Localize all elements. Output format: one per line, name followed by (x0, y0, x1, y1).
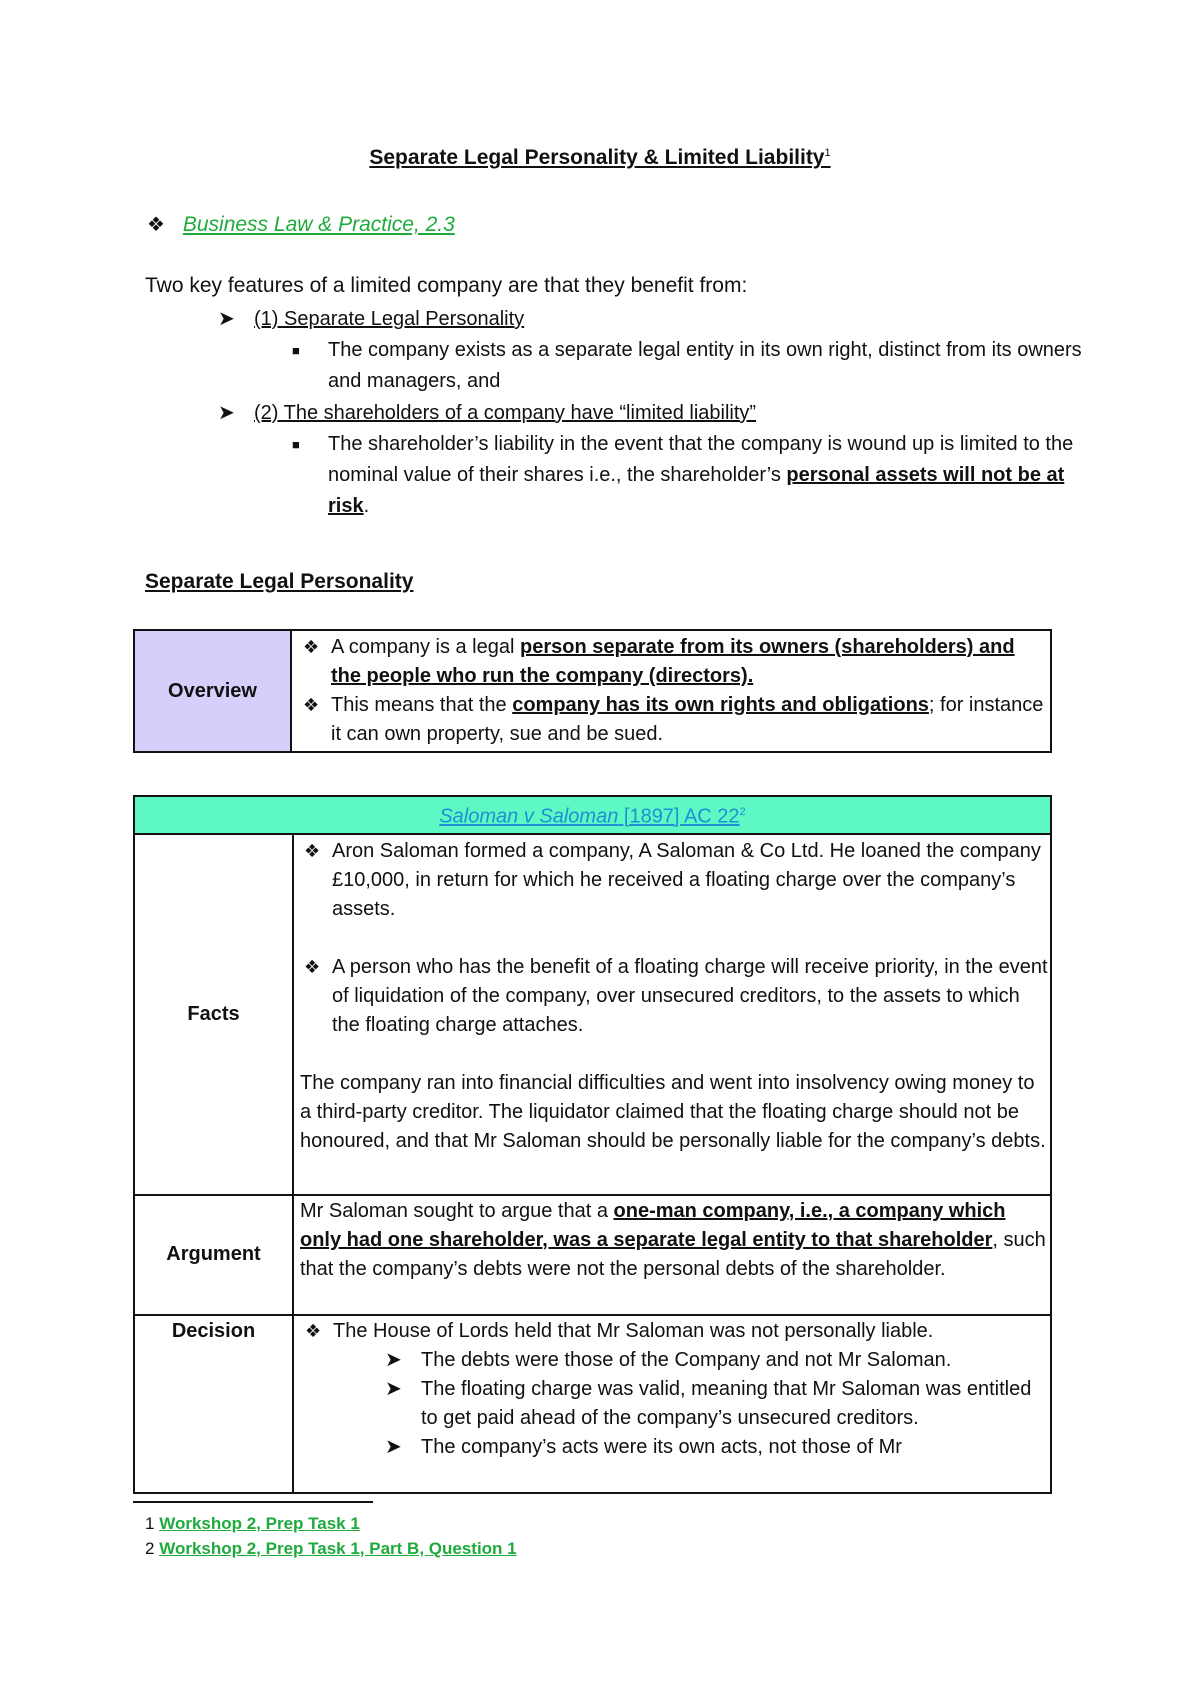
diamond-bullet-icon: ❖ (304, 840, 321, 861)
footnote-1: 1 Workshop 2, Prep Task 1 (145, 1514, 360, 1533)
reference-line (147, 212, 455, 237)
point-2-detail: ■ The shareholder’s liability in the event that the company is wound up is limited to the nominal value of their shares i.e., the shareholder’s personal assets will not be at risk. (292, 429, 1082, 522)
arrow-bullet-icon: ➤ (218, 308, 235, 330)
overview-table (133, 629, 1052, 753)
decision-sub-3: ➤ The company’s acts were its own acts, not those of Mr (385, 1433, 1049, 1462)
square-bullet-icon: ■ (292, 437, 300, 452)
point-1-heading: ➤ (1) Separate Legal Personality (218, 308, 525, 330)
argument-label: Argument (134, 1195, 293, 1315)
overview-bullet-2: ❖ This means that the company has its own rights and obligations; for instance it can own property, sue and be sued. (293, 691, 1049, 749)
facts-paragraph: The company ran into financial difficulties and went into insolvency owing money to a third-party creditor. The liquidator claimed that the floating charge should not be honoured, and that Mr Saloman should be personally liable for the company’s debts. (300, 1071, 1046, 1152)
decision-sub-2: ➤ The floating charge was valid, meaning that Mr Saloman was entitled to get paid ahead of the company’s unsecured creditors. (385, 1375, 1049, 1433)
footnote-divider (133, 1501, 373, 1503)
point-1-detail: ■ The company exists as a separate legal entity in its own right, distinct from its owners and managers, and (292, 335, 1092, 397)
arrow-bullet-icon: ➤ (385, 1377, 402, 1400)
facts-bullet-1: ❖ Aron Saloman formed a company, A Saloman & Co Ltd. He loaned the company £10,000, in return for which he received a floating charge over the company’s assets. (294, 837, 1049, 924)
arrow-bullet-icon: ➤ (218, 402, 235, 424)
emphasis-text: personal assets will not be at risk (328, 464, 1065, 517)
case-footnote-ref[interactable]: 2 (739, 806, 746, 818)
page-title: Separate Legal Personality & Limited Liability$^1$ (369, 146, 831, 169)
diamond-bullet-icon: ❖ (304, 956, 321, 977)
diamond-bullet-icon: ❖ (147, 214, 165, 236)
arrow-bullet-icon: ➤ (385, 1348, 402, 1371)
overview-label: Overview (134, 630, 291, 752)
decision-bullet: ❖ The House of Lords held that Mr Saloman was not personally liable. (295, 1317, 1049, 1346)
facts-bullet-2: ❖ A person who has the benefit of a floating charge will receive priority, in the event of liquidation of the company, over unsecured creditors, to the assets to which the floating charge attaches. (294, 953, 1049, 1040)
arrow-bullet-icon: ➤ (385, 1435, 402, 1458)
decision-label: Decision (134, 1315, 293, 1493)
title-footnote-ref[interactable]: 1 (824, 147, 831, 159)
square-bullet-icon: ■ (292, 343, 300, 358)
facts-content (293, 834, 1051, 1195)
section-heading: Separate Legal Personality (145, 570, 414, 593)
decision-sub-1: ➤ The debts were those of the Company and not Mr Saloman. (385, 1346, 1049, 1375)
diamond-bullet-icon: ❖ (303, 637, 320, 657)
diamond-bullet-icon: ❖ (305, 1320, 322, 1341)
facts-label: Facts (134, 834, 293, 1195)
footnote-1-link[interactable]: Workshop 2, Prep Task 1 (159, 1514, 360, 1533)
diamond-bullet-icon: ❖ (303, 695, 320, 715)
footnote-2-link[interactable]: Workshop 2, Prep Task 1, Part B, Question 1 (159, 1539, 517, 1558)
footnote-2: 2 Workshop 2, Prep Task 1, Part B, Question 1 (145, 1539, 517, 1558)
argument-content: Mr Saloman sought to argue that a one-man company, i.e., a company which only had one shareholder, was a separate legal entity to that shareholder, such that the company’s debts were not the personal debts of the shareholder. (293, 1195, 1051, 1315)
decision-content (293, 1315, 1051, 1493)
intro-text: Two key features of a limited company are that they benefit from: (145, 274, 748, 297)
overview-bullet-1: ❖ A company is a legal person separate from its owners (shareholders) and the people who run the company (directors). (293, 633, 1049, 691)
point-2-heading: ➤ (2) The shareholders of a company have “limited liability” (218, 402, 757, 424)
case-header: Saloman v Saloman [1897] AC $22^2$ (134, 796, 1051, 834)
overview-content (291, 630, 1051, 752)
case-table (133, 795, 1052, 1494)
reference-link[interactable]: Business Law & Practice, 2.3 (182, 213, 455, 236)
case-name-link[interactable]: Saloman v Saloman (439, 805, 619, 828)
